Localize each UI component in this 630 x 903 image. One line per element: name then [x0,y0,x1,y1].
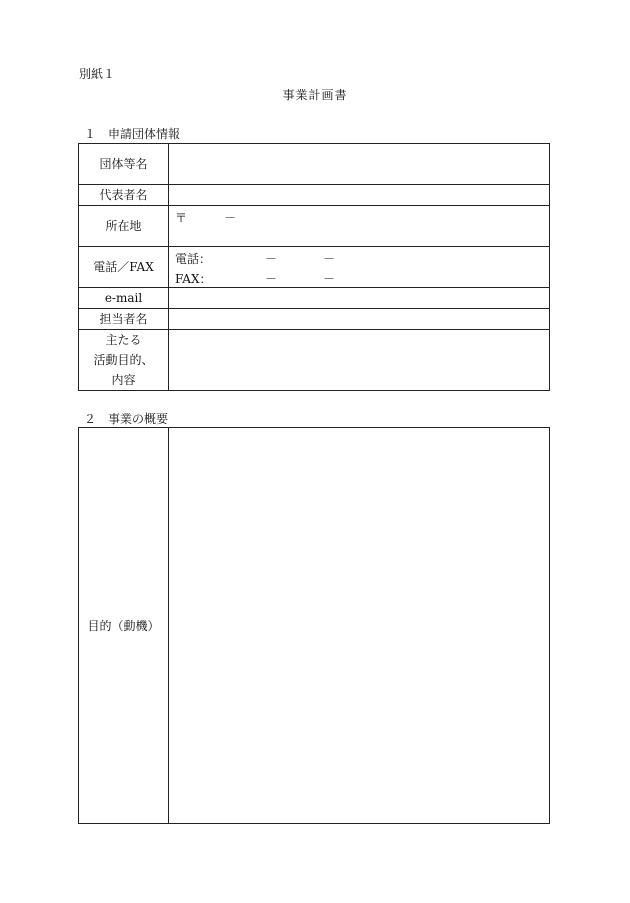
email-label: e-mail [79,288,169,309]
table-row-tel-fax [79,247,550,288]
project-overview-table [78,427,550,824]
fax-dash-1: － [265,272,278,286]
email-field[interactable] [169,288,550,309]
purpose-field[interactable] [169,428,550,824]
table-row-activity [79,330,550,391]
purpose-label: 目的（動機） [79,428,169,824]
table-row-email [79,288,550,309]
appendix-label: 別紙１ [79,67,116,81]
representative-label: 代表者名 [79,185,169,206]
section1-heading: １ 申請団体情報 [84,127,181,141]
tel-fax-label: 電話／FAX [79,247,169,288]
group-name-label: 団体等名 [79,144,169,185]
fax-line[interactable] [175,270,336,287]
postal-code-mark: 〒 [175,211,188,225]
fax-dash-2: － [323,272,336,286]
address-label: 所在地 [79,206,169,247]
document-title-text: 事業計画書 [282,88,348,102]
postal-code-dash: － [224,211,237,225]
contact-person-field[interactable] [169,309,550,330]
tel-dash-1: － [265,252,278,266]
contact-person-label: 担当者名 [79,309,169,330]
document-title [0,86,630,103]
fax-label: FAX： [175,272,212,286]
table-row-representative [79,185,550,206]
group-name-field[interactable] [169,144,550,185]
tel-line[interactable] [175,250,336,267]
table-row-contact-person [79,309,550,330]
section2-heading: ２ 事業の概要 [84,412,169,426]
activity-label-line1: 主たる [105,333,142,347]
tel-label: 電話： [175,252,212,266]
table-row-address [79,206,550,247]
address-field[interactable] [169,206,550,247]
tel-fax-field[interactable] [169,247,550,288]
table-row-purpose [79,428,550,824]
activity-label-line3: 内容 [111,373,136,387]
activity-field[interactable] [169,330,550,391]
table-row-group-name [79,144,550,185]
activity-label-line2: 活動目的、 [93,353,154,367]
tel-dash-2: － [323,252,336,266]
activity-label [79,330,169,391]
applicant-info-table [78,143,550,391]
representative-field[interactable] [169,185,550,206]
